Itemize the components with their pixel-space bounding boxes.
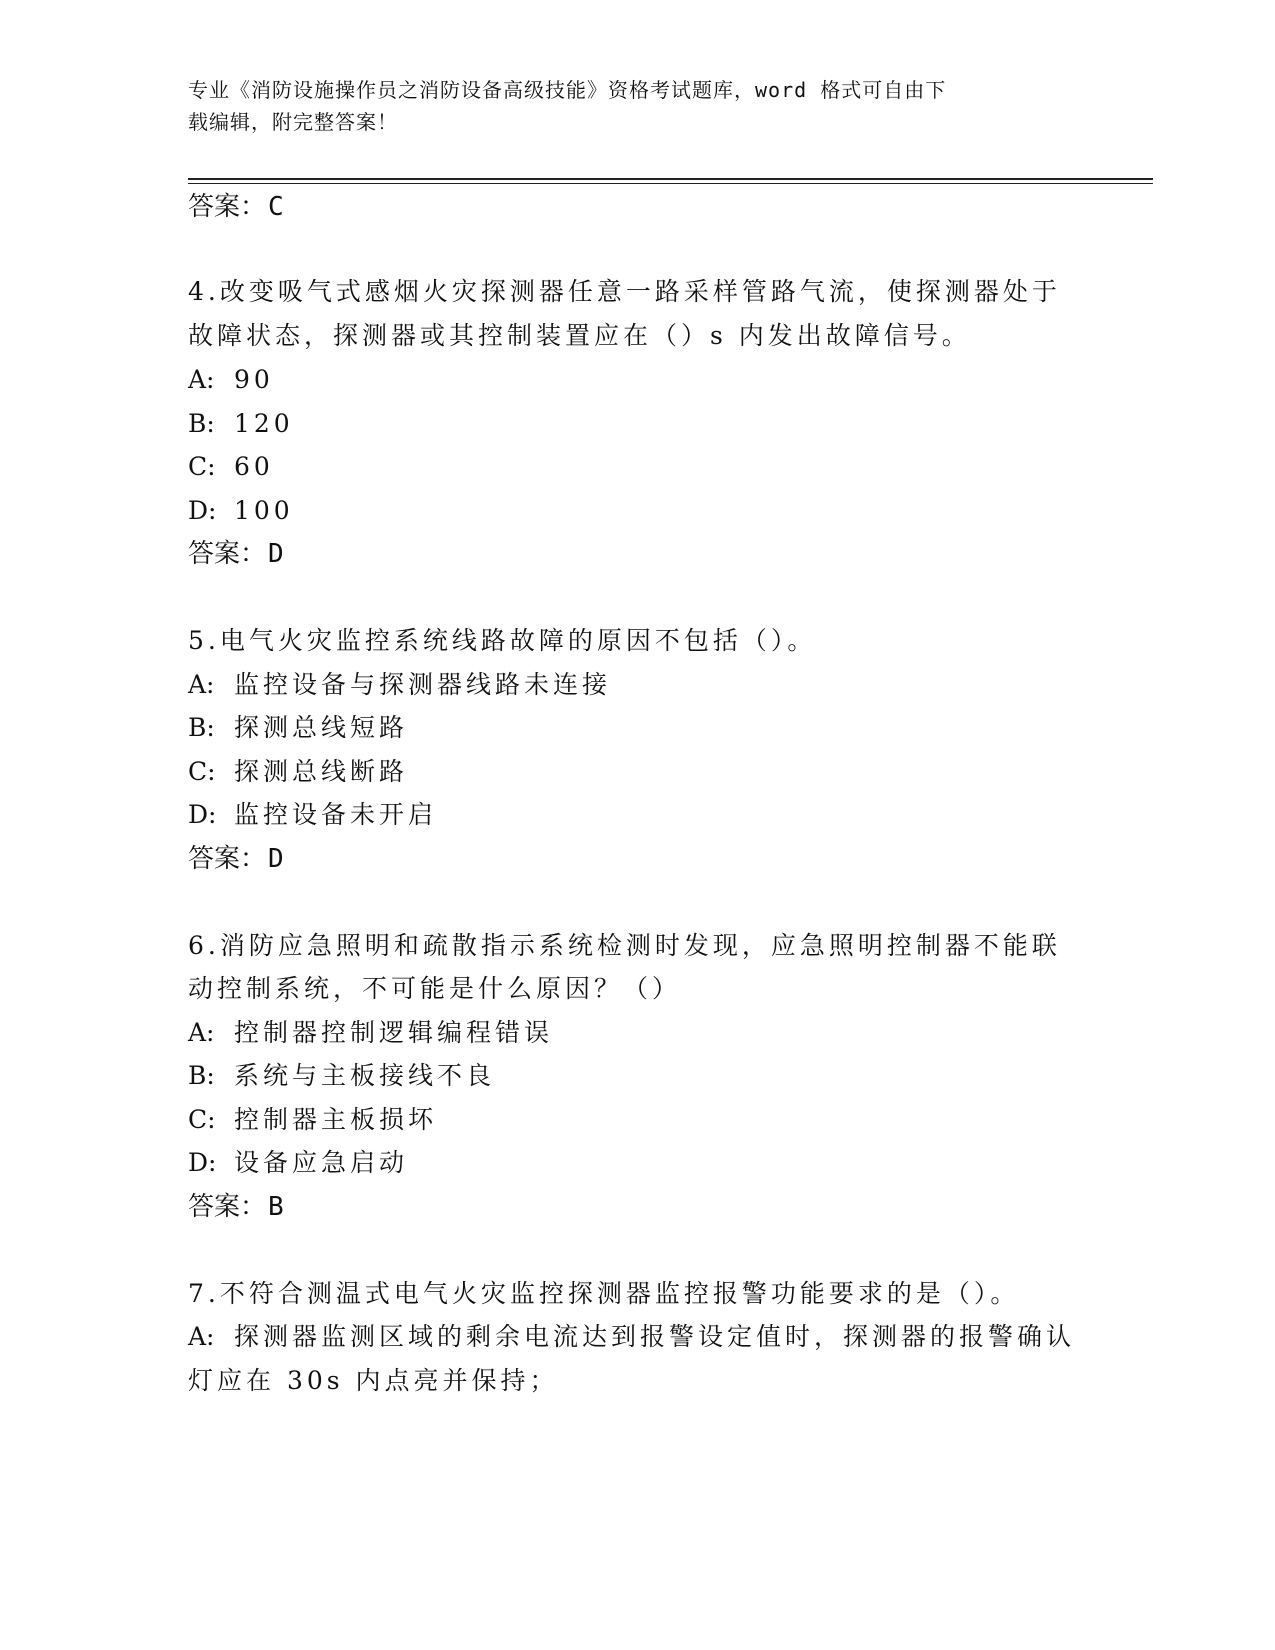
header-line-2: 载编辑，附完整答案！ bbox=[188, 110, 398, 134]
option-text: 控制器主板损坏 bbox=[234, 1105, 438, 1134]
answer-label: 答案： bbox=[188, 192, 267, 222]
option-text: 120 bbox=[234, 409, 294, 438]
question-4-option-c bbox=[188, 450, 274, 484]
option-text: 90 bbox=[234, 365, 274, 394]
answer-line bbox=[188, 190, 284, 224]
question-5-option-a bbox=[188, 668, 611, 702]
question-6-option-a bbox=[188, 1016, 553, 1050]
answer-value: B bbox=[268, 1192, 284, 1222]
option-key: C: bbox=[188, 1105, 216, 1134]
question-4-answer bbox=[188, 537, 284, 571]
option-text: 监控设备未开启 bbox=[234, 800, 438, 829]
answer-label: 答案： bbox=[188, 1192, 267, 1222]
question-6-line-1: 6.消防应急照明和疏散指示系统检测时发现，应急照明控制器不能联 bbox=[188, 931, 1061, 960]
document-header bbox=[188, 74, 1068, 138]
option-text: 60 bbox=[234, 452, 274, 481]
option-key: D: bbox=[188, 496, 217, 525]
header-rule-thick bbox=[188, 178, 1153, 180]
question-6-line-2: 动控制系统，不可能是什么原因？（） bbox=[188, 974, 682, 1003]
option-text: 100 bbox=[234, 496, 294, 525]
answer-value: D bbox=[268, 539, 284, 569]
option-text: 系统与主板接线不良 bbox=[234, 1061, 496, 1090]
option-text: 设备应急启动 bbox=[234, 1148, 409, 1177]
option-key: A: bbox=[188, 365, 215, 394]
question-6-option-d bbox=[188, 1146, 408, 1180]
answer-value: D bbox=[268, 844, 284, 874]
question-6-option-b bbox=[188, 1059, 495, 1093]
header-line-1: 专业《消防设施操作员之消防设备高级技能》资格考试题库，word 格式可自由下 bbox=[188, 78, 947, 102]
option-key: B: bbox=[188, 713, 215, 742]
header-rule-thin bbox=[188, 183, 1153, 184]
question-4-option-d bbox=[188, 494, 294, 528]
option-key: A: bbox=[188, 670, 215, 699]
answer-label: 答案： bbox=[188, 844, 267, 874]
answer-label: 答案： bbox=[188, 539, 267, 569]
option-key: A: bbox=[188, 1018, 215, 1047]
question-7-option-a-continued: 灯应在 30s 内点亮并保持； bbox=[188, 1366, 559, 1395]
question-4-option-b bbox=[188, 407, 294, 441]
question-5-option-c bbox=[188, 755, 408, 789]
question-5-line-1: 5.电气火灾监控系统线路故障的原因不包括（）。 bbox=[188, 626, 817, 655]
option-text: 探测总线短路 bbox=[234, 713, 409, 742]
option-text: 探测总线断路 bbox=[234, 757, 409, 786]
question-4-line-2: 故障状态，探测器或其控制装置应在（）s 内发出故障信号。 bbox=[188, 321, 971, 350]
question-5-option-d bbox=[188, 798, 437, 832]
option-key: D: bbox=[188, 1148, 217, 1177]
option-key: B: bbox=[188, 409, 215, 438]
question-4-option-a bbox=[188, 363, 274, 397]
question-4-line-1: 4.改变吸气式感烟火灾探测器任意一路采样管路气流，使探测器处于 bbox=[188, 277, 1061, 306]
option-key: C: bbox=[188, 757, 216, 786]
question-5-answer bbox=[188, 842, 284, 876]
question-7-line-1: 7.不符合测温式电气火灾监控探测器监控报警功能要求的是（）。 bbox=[188, 1279, 1020, 1308]
option-key: C: bbox=[188, 452, 216, 481]
option-text: 控制器控制逻辑编程错误 bbox=[234, 1018, 554, 1047]
option-key: B: bbox=[188, 1061, 215, 1090]
question-6-option-c bbox=[188, 1103, 437, 1137]
question-7-option-a bbox=[188, 1320, 1075, 1354]
question-6-answer bbox=[188, 1190, 284, 1224]
question-5-option-b bbox=[188, 711, 408, 745]
option-key: D: bbox=[188, 800, 217, 829]
option-text: 探测器监测区域的剩余电流达到报警设定值时，探测器的报警确认 bbox=[234, 1322, 1076, 1351]
answer-value: C bbox=[268, 192, 284, 222]
option-key: A: bbox=[188, 1322, 215, 1351]
option-text: 监控设备与探测器线路未连接 bbox=[234, 670, 612, 699]
